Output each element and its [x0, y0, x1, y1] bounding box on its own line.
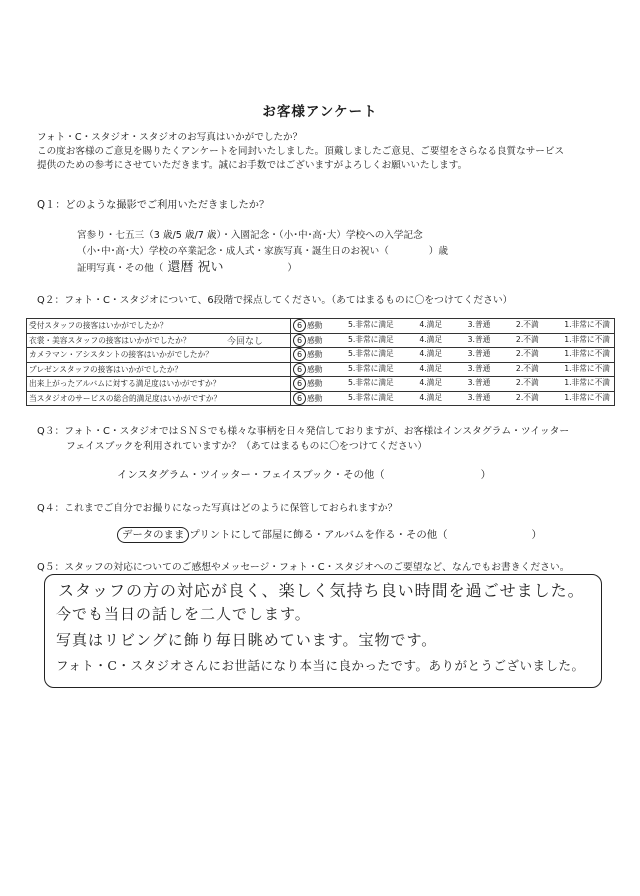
- rating-option: 2.不満: [515, 320, 539, 330]
- q5-question: Q５：スタッフの対応についてのご感想やメッセージ・フォト・C・スタジオへのご要望など、なんでもお書きください。: [37, 562, 570, 573]
- rating-option: 2.不満: [515, 363, 539, 373]
- selected-circle-mark: 6: [293, 319, 306, 332]
- rating-table: [26, 318, 615, 406]
- q1-line-3: [77, 261, 297, 275]
- rating-option: 5.非常に満足: [347, 363, 394, 373]
- intro-line-2: この度お客様のご意見を賜りたくアンケートを同封いたしました。頂戴しましたご意見、ご要望をさらなる良質なサービス: [37, 146, 565, 157]
- selected-circle-mark: 6: [293, 377, 306, 390]
- q1-question: Q１：どのような撮影でご利用いただきましたか？: [37, 200, 270, 211]
- selected-circle-mark: 6: [293, 392, 306, 405]
- q1-line-1: 宮参り・七五三（3 歳/5 歳/7 歳）・入園記念・（小･中･高･大）学校への入学記念: [77, 230, 423, 241]
- rating-option: 5.非常に満足: [347, 349, 394, 359]
- rating-option: 1.非常に不満: [564, 334, 610, 344]
- rating-option: 3.普通: [467, 320, 491, 330]
- q4-selected-option: データのまま: [117, 527, 189, 543]
- rating-row-question: [27, 362, 291, 377]
- q3-question-line-1: Q３：フォト・C・スタジオではＳＮＳでも様々な事柄を日々発信しておりますが、お客様はインスタグラム・ツイッター: [37, 426, 570, 437]
- rating-option-label: 感動: [307, 364, 323, 374]
- comment-line-1: スタッフの方の対応が良く、楽しく気持ち良い時間を過ごせました。: [58, 581, 585, 600]
- q4-options: [117, 529, 542, 542]
- q1-line-2-prefix: （小･中･高･大）学校の卒業記念・成人式・家族写真・誕生日のお祝い（: [77, 246, 389, 257]
- rating-option: 4.満足: [419, 334, 443, 344]
- rating-option: 4.満足: [419, 392, 443, 402]
- rating-row-label: プレゼンスタッフの接客はいかがでしたか？: [29, 364, 183, 374]
- q3-options-suffix: ）: [480, 469, 492, 481]
- rating-row-label: 出来上がったアルバムに対する満足度はいかがですか？: [29, 379, 221, 389]
- rating-row: [27, 377, 615, 392]
- rating-option: 1.非常に不満: [564, 378, 610, 388]
- rating-row: [27, 362, 615, 377]
- rating-option: 3.普通: [467, 349, 491, 359]
- rating-option-selected: [293, 363, 322, 376]
- rating-option: 3.普通: [467, 378, 491, 388]
- rating-option: 1.非常に不満: [564, 392, 610, 402]
- rating-row-options: [291, 319, 615, 334]
- rating-option: 4.満足: [419, 320, 443, 330]
- rating-option: 2.不満: [515, 378, 539, 388]
- q1-line-3-prefix: 証明写真・その他（: [77, 263, 164, 274]
- page-title: お客様アンケート: [262, 104, 378, 120]
- rating-option-selected: [293, 334, 322, 347]
- rating-option-selected: [293, 319, 322, 332]
- rating-row-question: [27, 348, 291, 363]
- rating-option: 3.普通: [467, 392, 491, 402]
- rating-row-label: 衣裳・美容スタッフの接客はいかがでしたか？: [29, 335, 191, 345]
- rating-row: [27, 348, 615, 363]
- rating-row-label: 受付スタッフの接客はいかがでしたか？: [29, 321, 168, 331]
- q1-line-3-suffix: ）: [287, 263, 297, 274]
- q2-question: Q２：フォト・C・スタジオについて、6段階で採点してください。（あてはまるものに〇をつけてください）: [37, 295, 513, 306]
- rating-option-selected: [293, 377, 322, 390]
- rating-option-label: 感動: [307, 379, 323, 389]
- rating-option: 2.不満: [515, 334, 539, 344]
- rating-row: [27, 319, 615, 334]
- q1-other-answer: 還暦 祝い: [167, 260, 224, 275]
- rating-option: 4.満足: [419, 349, 443, 359]
- q1-line-2: [77, 245, 448, 258]
- rating-option: 2.不満: [515, 349, 539, 359]
- rating-option: 1.非常に不満: [564, 320, 610, 330]
- rating-option: 5.非常に満足: [347, 378, 394, 388]
- rating-option: 5.非常に満足: [347, 320, 394, 330]
- selected-circle-mark: 6: [293, 334, 306, 347]
- rating-row-options: [291, 377, 615, 392]
- rating-option-selected: [293, 392, 322, 405]
- selected-circle-mark: 6: [293, 363, 306, 376]
- rating-option: 3.普通: [467, 334, 491, 344]
- q3-question-line-2: フェイスブックを利用されていますか？（あてはまるものに〇をつけてください）: [66, 441, 428, 452]
- rating-option: 2.不満: [515, 392, 539, 402]
- comment-line-2: 今でも当日の話しを二人でします。: [56, 605, 311, 623]
- rating-row-question: [27, 333, 291, 348]
- rating-option-label: 感動: [307, 350, 323, 360]
- rating-option-label: 感動: [307, 335, 323, 345]
- intro-line-3: 提供のための参考にさせていただきます。誠にお手数ではございますがよろしくお願いいたします。: [37, 160, 468, 171]
- q1-line-2-suffix: ）歳: [428, 246, 448, 257]
- rating-row: [27, 391, 615, 406]
- comment-line-3: 写真はリビングに飾り毎日眺めています。宝物です。: [56, 631, 438, 649]
- rating-option-label: 感動: [307, 321, 323, 331]
- rating-row-options: [291, 348, 615, 363]
- rating-row-question: [27, 391, 291, 406]
- rating-option: 1.非常に不満: [564, 363, 610, 373]
- rating-row: [27, 333, 615, 348]
- rating-option: 5.非常に満足: [347, 334, 394, 344]
- rating-option: 1.非常に不満: [564, 349, 610, 359]
- rating-row-label: 当スタジオのサービスの総合的満足度はいかがですか？: [29, 393, 222, 403]
- rating-row-question: [27, 377, 291, 392]
- q3-options: [117, 469, 491, 482]
- rating-option: 4.満足: [419, 378, 443, 388]
- rating-option-label: 感動: [307, 393, 323, 403]
- rating-row-options: [291, 362, 615, 377]
- rating-row-label: カメラマン・アシスタントの接客はいかがでしたか？: [29, 350, 213, 360]
- q4-question: Q４：これまでご自分でお撮りになった写真はどのように保管しておられますか？: [37, 503, 398, 514]
- handwritten-memo: 今回なし: [227, 336, 264, 347]
- rating-row-question: [27, 319, 291, 334]
- q4-options-rest: プリントにして部屋に飾る・アルバムを作る・その他（: [189, 529, 448, 541]
- q4-options-suffix: ）: [531, 529, 542, 541]
- q3-options-prefix: インスタグラム・ツイッター・フェイスブック・その他（: [117, 469, 385, 481]
- rating-row-options: [291, 391, 615, 406]
- rating-option: 3.普通: [467, 363, 491, 373]
- selected-circle-mark: 6: [293, 348, 306, 361]
- rating-option: 4.満足: [419, 363, 443, 373]
- rating-option-selected: [293, 348, 322, 361]
- rating-option: 5.非常に満足: [347, 392, 394, 402]
- intro-line-1: フォト・C・スタジオ・スタジオのお写真はいかがでしたか？: [37, 132, 303, 143]
- comment-line-4: フォト・C・スタジオさんにお世話になり本当に良かったです。ありがとうございました。: [56, 658, 585, 673]
- rating-row-options: [291, 333, 615, 348]
